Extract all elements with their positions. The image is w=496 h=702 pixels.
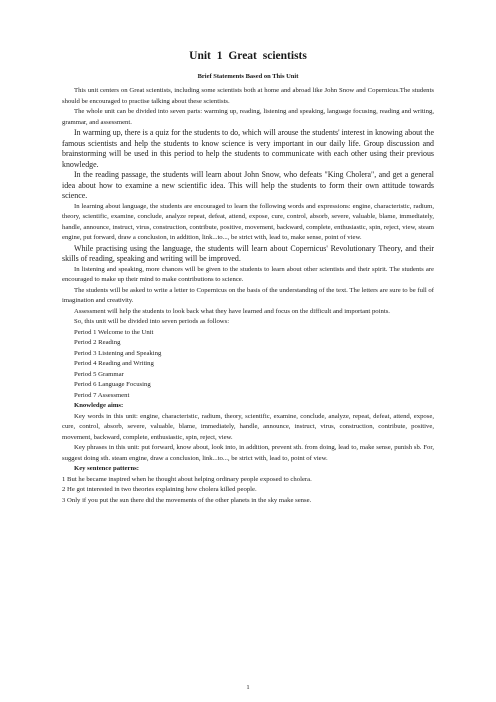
period-item: Period 2 Reading	[74, 339, 121, 346]
period-item: Period 7 Assessment	[74, 391, 130, 399]
paragraph-key-phrases: Key phrases in this unit: put forward, know about, look into, in addition, prevent sth. from doing, lead to, make sense, punish sb. For, suggest doing sth. steam engine, draw a conclusion, link...to..., be strict with, lead to, point of view.	[62, 444, 434, 462]
paragraph-writing: The students will be asked to write a letter to Copernicus on the basis of the understanding of the text. The letters are sure to be full of imagination and creativity.	[62, 286, 434, 304]
paragraph-periods-intro: So, this unit will be divided into seven periods as follows:	[74, 318, 230, 325]
paragraph-key-words: Key words in this unit: engine, characteristic, radium, theory, scientific, examine, conclude, analyze, repeat, defeat, attend, expose, cure, control, absorb, severe, valuable, blame, immediately, handle, announce, instruct, virus, construction, contribute, positive, movement, backward, complete, enthusiastic, spin, reject, view.	[62, 412, 434, 441]
period-item: Period 6 Language Focusing	[74, 381, 151, 388]
page-number: 1	[246, 684, 250, 691]
document-body	[62, 86, 434, 506]
document-title: Unit 1 Great scientists	[189, 50, 307, 62]
key-sentence-heading: Key sentence patterns:	[74, 465, 140, 472]
paragraph-listening: In listening and speaking, more chances will be given to the students to learn about other scientists and their spirit. The students are encouraged to make up their mind to make contributions to science.	[62, 265, 434, 283]
period-item: Period 3 Listening and Speaking	[74, 349, 162, 357]
period-item: Period 5 Grammar	[74, 370, 124, 378]
paragraph-assessment: Assessment will help the students to look back what they have learned and focus on the difficult and important points.	[74, 307, 390, 315]
knowledge-aims-heading: Knowledge aims:	[74, 402, 124, 409]
sentence-item: 3 Only if you put the sun there did the movements of the other planets in the sky make sense.	[62, 496, 312, 504]
paragraph-language: In learning about language, the students are encouraged to learn the following words and expressions: engine, characteristic, radium, theory, scientific, examine, conclude, analyze repeat, defeat, attend, expose, cure, control, absorb, severe, valuable, blame, immediately, handle, announce, instruct, virus, construction, contribute, positive, movement, backward, complete, enthusiastic, spin, reject, view, steam engine, put forward, draw a conclusion, in addition, link...to..., be strict with, lead to, make sense, point of view.	[62, 202, 434, 241]
paragraph-warming-up: In warming up, there is a quiz for the students to do, which will arouse the students' interest in knowing about the famous scientists and help the students to know science is very important in our daily life. Group discussion and brainstorming will be used in this period to help the students to communicate with each other using their previous knowledge.	[62, 128, 434, 169]
paragraph-practising: While practising using the language, the students will learn about Copernicus' Revolutionary Theory, and their skills of reading, speaking and writing will be improved.	[62, 243, 434, 263]
paragraph-parts: The whole unit can be divided into seven parts: warming up, reading, listening and speaking, language focusing, reading and writing, grammar, and assessment.	[62, 108, 434, 126]
period-item: Period 1 Welcome to the Unit	[74, 328, 154, 336]
document-subtitle: Brief Statements Based on This Unit	[197, 73, 299, 80]
period-item: Period 4 Reading and Writing	[74, 360, 154, 367]
sentence-item: 2 He got interested in two theories explaining how cholera killed people.	[62, 486, 257, 493]
paragraph-reading: In the reading passage, the students will learn about John Snow, who defeats "King Cholera", and get a general idea about how to examine a new scientific idea. This will help the students to form their own attitude towards science.	[62, 170, 434, 200]
paragraph-intro: This unit centers on Great scientists, including some scientists both at home and abroad like John Snow and Copernicus.The students should be encouraged to practise talking about these scientists.	[62, 87, 434, 105]
sentence-item: 1 But he became inspired when he thought about helping ordinary people exposed to cholera.	[62, 475, 312, 483]
